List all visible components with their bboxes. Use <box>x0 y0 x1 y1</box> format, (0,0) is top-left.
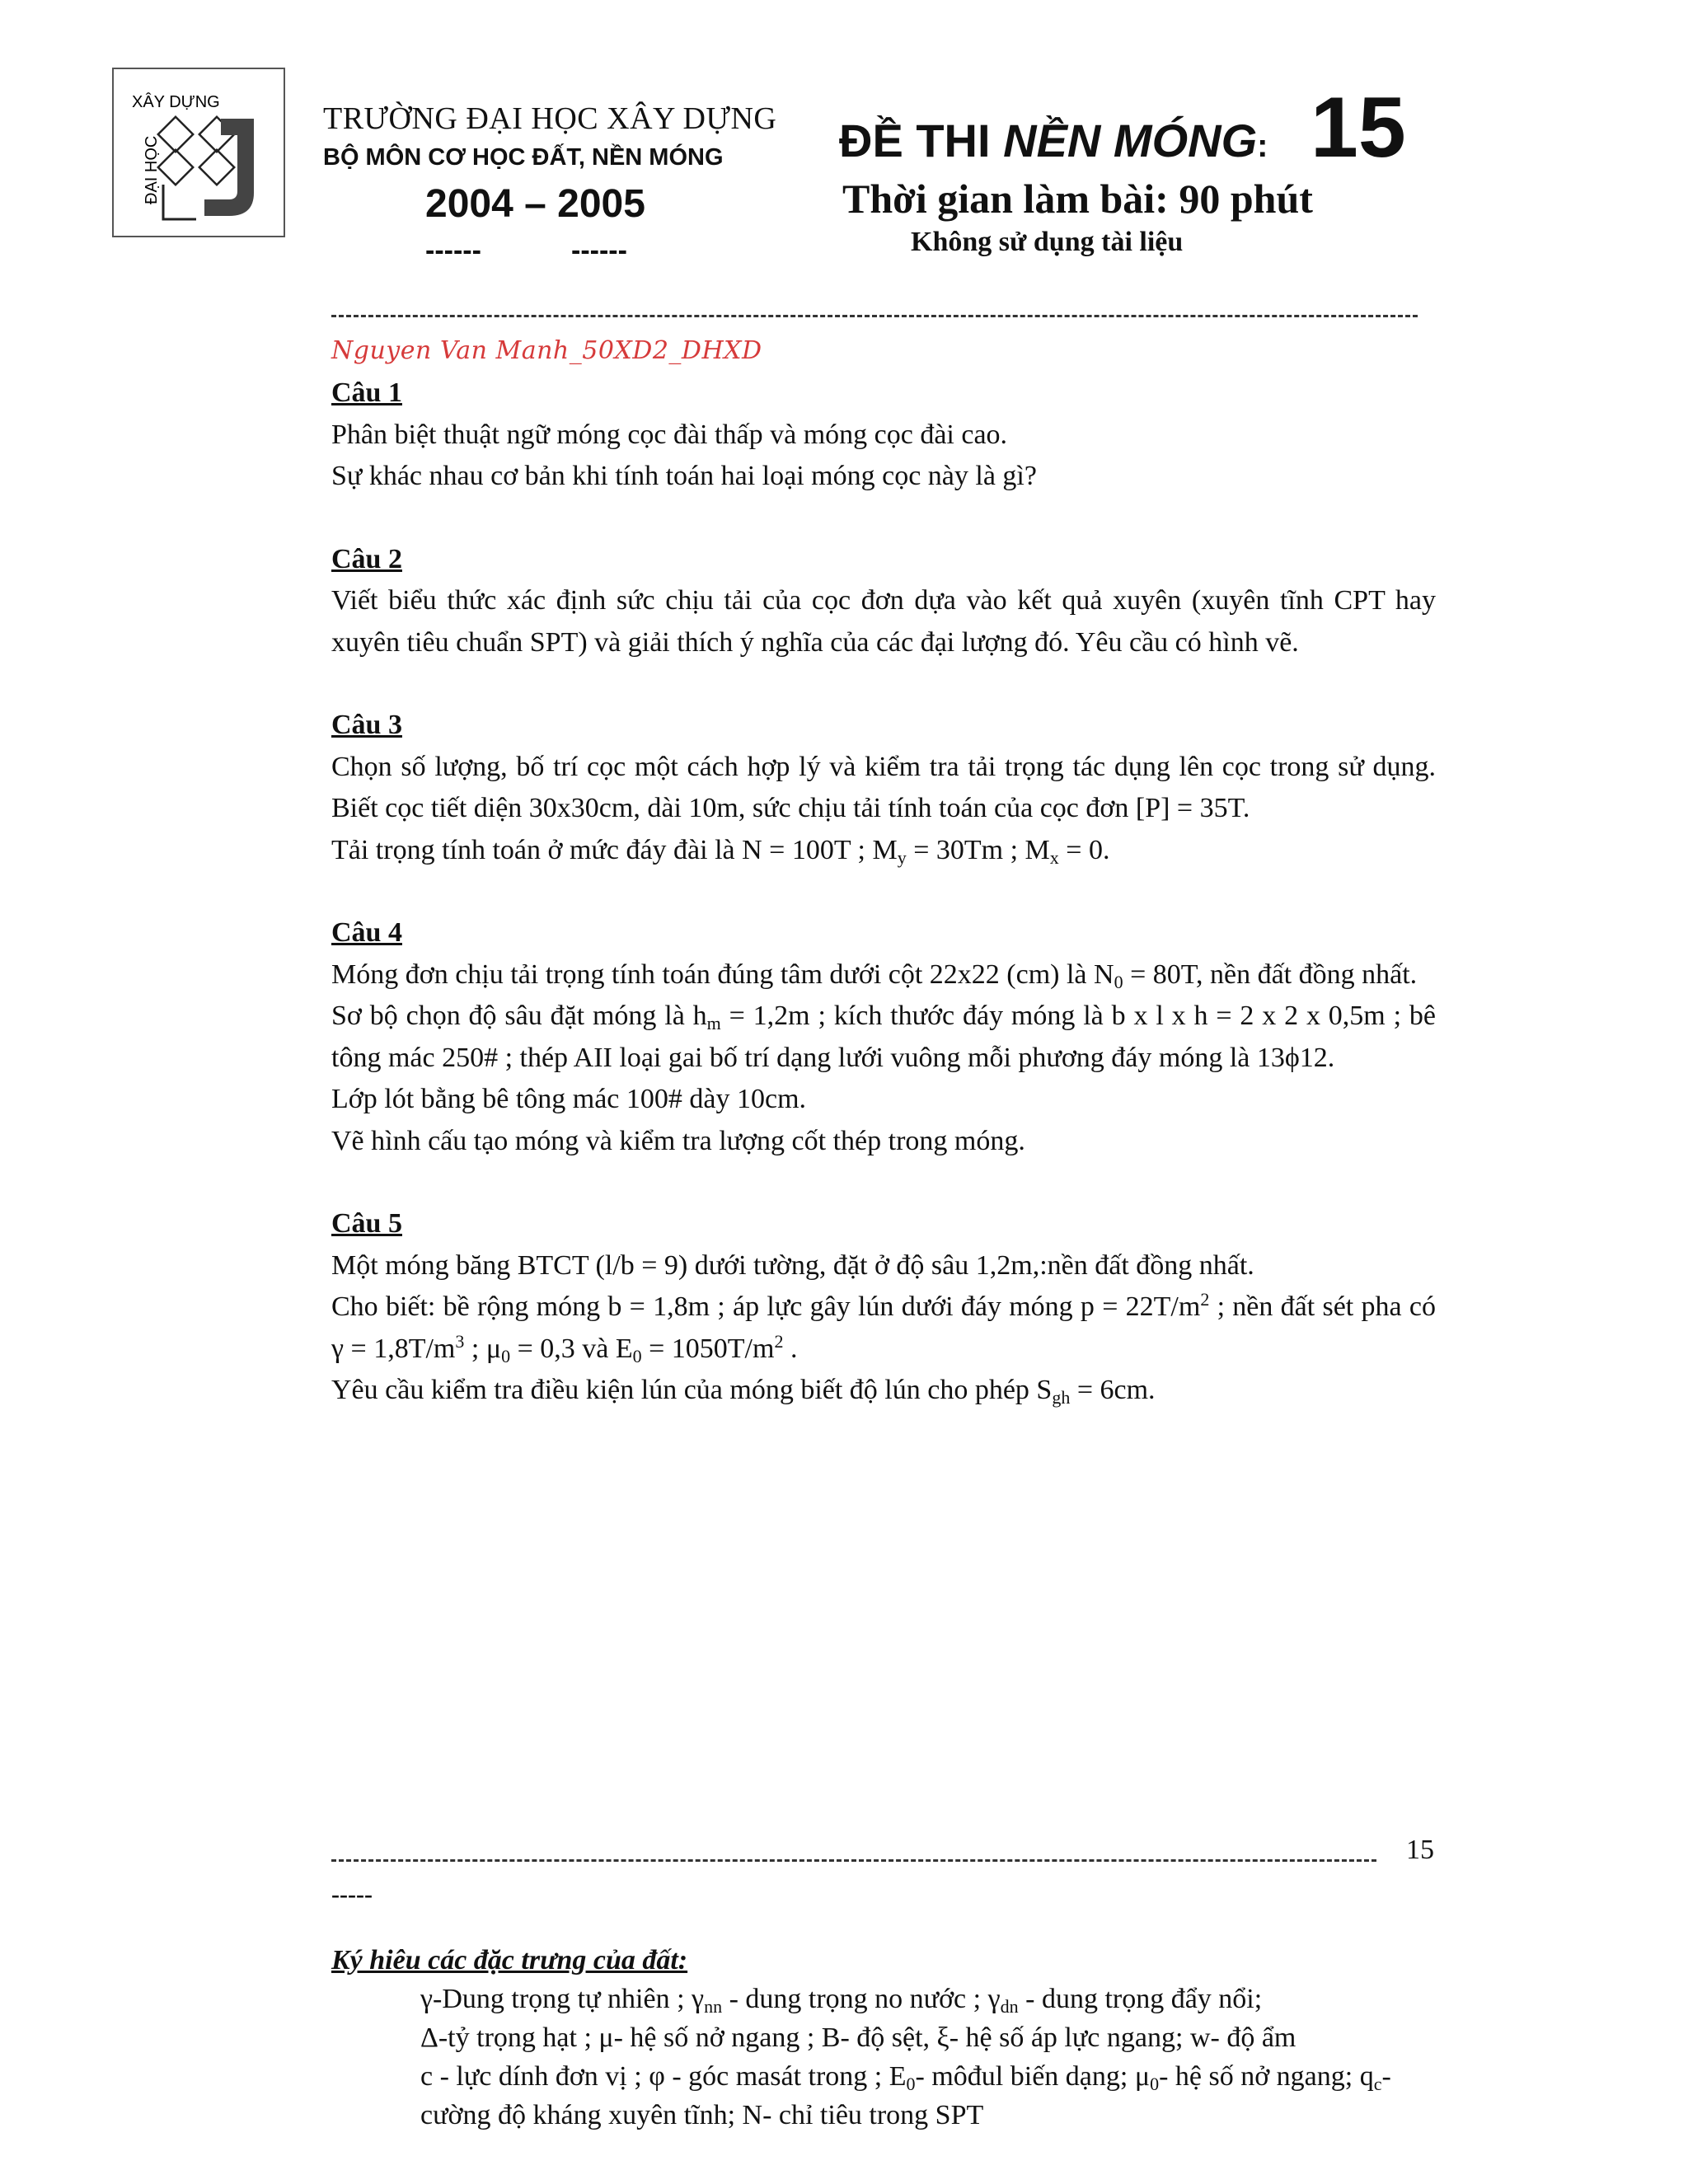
page-number: 15 <box>1406 1835 1434 1865</box>
legend-line-1: γ-Dung trọng tự nhiên ; $\gamma_{nn}$ - dung trọng no nước ; $\gamma_{dn}$ - dung trọng đẩy nổi; <box>420 1984 1263 2017</box>
question-2-text: Viết biểu thức xác định sức chịu tải của cọc đơn dựa vào kết quả xuyên (xuyên tĩnh CPT hay xuyên tiêu chuẩn SPT) và giải thích ý nghĩa của các đại lượng đó. Yêu cầu có hình vẽ. <box>331 585 1436 658</box>
question-4-para-3: Lớp lót bằng bê tông mác 100# dày 10cm. <box>331 1084 807 1114</box>
author-signature: Nguyen Van Manh_50XD2_DHXD <box>331 336 762 365</box>
question-1-line-1: Phân biệt thuật ngữ móng cọc đài thấp và móng cọc đài cao. <box>331 419 1008 450</box>
question-3-text: Chọn số lượng, bố trí cọc một cách hợp lý và kiểm tra tải trọng tác dụng lên cọc trong sử dụng. Biết cọc tiết diện 30x30cm, dài 10m, sức chịu tải tính toán của cọc đơn [P] = 35T. <box>331 751 1436 823</box>
exam-title <box>839 114 1268 167</box>
department-name: BỘ MÔN CƠ HỌC ĐẤT, NỀN MÓNG <box>323 144 724 171</box>
question-3 <box>331 705 1436 871</box>
question-1 <box>331 373 1436 498</box>
question-3-load: Tải trọng tính toán ở mức đáy đài là N = 100T ; $M_y = 30Tm$ ; $M_x = 0$. <box>331 834 1110 868</box>
question-5 <box>331 1203 1436 1412</box>
question-4-para-4: Vẽ hình cấu tạo móng và kiểm tra lượng cốt thép trong móng. <box>331 1125 1025 1156</box>
legend-line-3: c - lực dính đơn vị ; φ - góc masát trong ; $E_0-$ môđul biến dạng; $\mu_0-$ hệ số nở ngang; $q_c-$ cường độ kháng xuyên tĩnh; N- chỉ tiêu trong SPT <box>420 2061 1391 2130</box>
question-5-para-1: Một móng băng BTCT (l/b = 9) dưới tường, đặt ở độ sâu 1,2m,:nền đất đồng nhất. <box>331 1249 1254 1281</box>
questions-body <box>331 373 1436 1453</box>
question-2-title: Câu 2 <box>331 543 402 574</box>
logo-top-text: XÂY DỰNG <box>132 93 220 111</box>
time-allowed: Thời gian làm bài: 90 phút <box>842 176 1313 222</box>
academic-year: 2004 – 2005 <box>425 182 645 226</box>
exam-colon: : <box>1257 128 1268 164</box>
question-2 <box>331 539 1436 664</box>
logo-graphic <box>114 69 284 236</box>
question-5-para-3: Yêu cầu kiểm tra điều kiện lún của móng biết độ lún cho phép $S_{gh} = 6cm$. <box>331 1375 1156 1408</box>
footer-divider <box>331 1859 1376 1862</box>
question-1-title: Câu 1 <box>331 377 402 408</box>
header-divider <box>331 315 1418 317</box>
year-dash-left: ------ <box>425 235 481 266</box>
soil-symbols-legend <box>420 1980 1436 2135</box>
footer-divider-tail: ----- <box>331 1881 373 1908</box>
legend-line-2: Δ-tỷ trọng hạt ; μ- hệ số nở ngang ; B- độ sệt, ξ- hệ số áp lực ngang; w- độ ẩm <box>420 2022 1296 2053</box>
question-4 <box>331 912 1436 1162</box>
year-dash-right: ------ <box>571 235 627 266</box>
legend-title: Ký hiêu các đặc trưng của đất: <box>331 1945 688 1975</box>
question-5-title: Câu 5 <box>331 1208 402 1239</box>
logo-side-text: ĐẠI HỌC <box>143 135 161 204</box>
school-name: TRƯỜNG ĐẠI HỌC XÂY DỰNG <box>323 101 777 136</box>
question-3-title: Câu 3 <box>331 710 402 740</box>
exam-subject: NỀN MÓNG <box>1003 115 1258 166</box>
exam-prefix: ĐỀ THI <box>839 115 991 166</box>
question-4-title: Câu 4 <box>331 917 402 948</box>
no-documents-note: Không sử dụng tài liệu <box>911 227 1184 257</box>
question-5-para-2: Cho biết: bề rộng móng b = 1,8m ; áp lực gây lún dưới đáy móng $p = 22T/m^2$ ; nền đất sét pha có $\gamma = 1,8T/m^3$ ; $\mu_0 = 0,3$ và $E_0 = 1050T/m^2$ . <box>331 1289 1436 1366</box>
question-4-para-2: Sơ bộ chọn độ sâu đặt móng là $h_m = 1,2m$ ; kích thước đáy móng là b x l x h = 2 x 2 x 0,5m ; bê tông mác 250# ; thép AII loại gai bố trí dạng lưới vuông mỗi phương đáy móng là 13ϕ12. <box>331 1001 1436 1073</box>
university-logo <box>112 68 285 237</box>
question-1-line-2: Sự khác nhau cơ bản khi tính toán hai loại móng cọc này là gì? <box>331 461 1037 491</box>
exam-number: 15 <box>1311 80 1406 176</box>
question-4-para-1: Móng đơn chịu tải trọng tính toán đúng tâm dưới cột 22x22 (cm) là $N_0 = 80T$, nền đất đồng nhất. <box>331 958 1418 992</box>
